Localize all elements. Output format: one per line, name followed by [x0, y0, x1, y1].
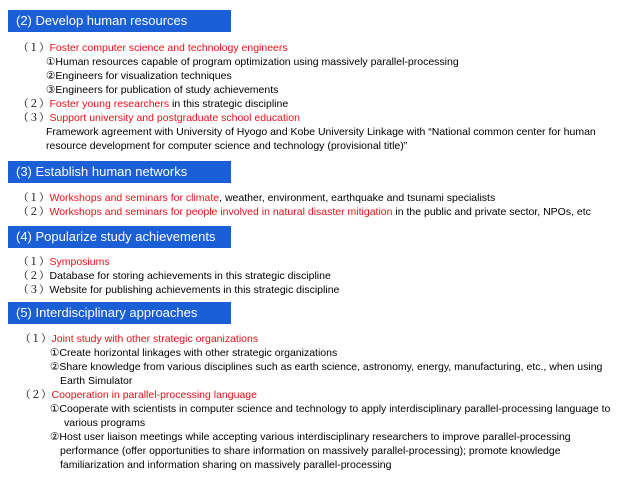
list-item	[20, 333, 258, 346]
section-heading-interdisciplinary-approaches: (5) Interdisciplinary approaches	[8, 302, 231, 324]
list-item	[18, 42, 288, 55]
item-number: （１）	[18, 42, 50, 54]
highlight-text: Workshops and seminars for people involved in natural disaster mitigation	[49, 206, 393, 218]
list-item	[18, 270, 331, 283]
list-item	[18, 284, 339, 297]
item-text: in this strategic discipline	[169, 98, 289, 110]
list-item	[18, 206, 591, 219]
item-text: , weather, environment, earthquake and tsunami specialists	[219, 192, 496, 204]
highlight-text: Symposiums	[49, 256, 110, 268]
list-item	[50, 431, 571, 444]
item-number: （３）	[18, 112, 50, 124]
item-number: ①	[50, 403, 60, 415]
item-number: （３）	[18, 284, 50, 296]
highlight-text: Foster young researchers	[49, 98, 170, 110]
item-number: （２）	[18, 206, 50, 218]
section-heading-develop-human-resources: (2) Develop human resources	[8, 10, 231, 32]
item-text: Framework agreement with University of Hyogo and Kobe University Linkage with “National common center for human	[46, 126, 596, 138]
list-item	[18, 98, 288, 111]
item-number: （１）	[18, 256, 50, 268]
item-text: various programs	[64, 417, 146, 429]
item-number: ②	[50, 431, 60, 443]
list-item	[18, 256, 110, 269]
list-item	[18, 192, 495, 205]
highlight-text: Workshops and seminars for climate	[49, 192, 220, 204]
item-text: in the public and private sector, NPOs, etc	[392, 206, 591, 218]
list-item	[18, 112, 300, 125]
list-item	[46, 70, 232, 83]
item-number: ①	[46, 56, 56, 68]
item-number: （１）	[20, 333, 52, 345]
highlight-text: Cooperation in parallel-processing language	[51, 389, 257, 401]
item-number: ②	[50, 361, 60, 373]
item-text: Share knowledge from various disciplines such as earth science, astronomy, energy, manufacturing, etc., when using	[59, 361, 603, 373]
item-text: Website for publishing achievements in this strategic discipline	[49, 284, 340, 296]
list-item	[50, 403, 610, 416]
item-text: Host user liaison meetings while accepting various interdisciplinary researchers to improve parallel-processing	[59, 431, 571, 443]
item-number: （２）	[18, 270, 50, 282]
item-text: Engineers for visualization techniques	[55, 70, 232, 82]
list-item	[50, 347, 337, 360]
item-text: Database for storing achievements in this strategic discipline	[49, 270, 331, 282]
item-number: ②	[46, 70, 56, 82]
list-item	[20, 389, 257, 402]
item-number: （２）	[20, 389, 52, 401]
item-text: resource development for computer science and technology (provisional title)”	[46, 140, 408, 152]
section-heading-establish-human-networks: (3) Establish human networks	[8, 161, 231, 183]
item-text: Engineers for publication of study achievements	[55, 84, 279, 96]
highlight-text: Support university and postgraduate school education	[49, 112, 300, 124]
highlight-text: Joint study with other strategic organizations	[51, 333, 259, 345]
item-text: performance (offer opportunities to share information on massively parallel-processing); promote knowledge	[60, 445, 561, 457]
list-item	[46, 56, 459, 69]
item-number: （２）	[18, 98, 50, 110]
list-item	[50, 361, 602, 374]
item-text: Create horizontal linkages with other strategic organizations	[59, 347, 338, 359]
item-text: familiarization and information sharing on massively parallel-processing	[60, 459, 392, 471]
item-text: Earth Simulator	[60, 375, 133, 387]
item-number: ①	[50, 347, 60, 359]
item-number: （１）	[18, 192, 50, 204]
item-text: Human resources capable of program optimization using massively parallel-processing	[55, 56, 459, 68]
highlight-text: Foster computer science and technology engineers	[49, 42, 288, 54]
list-item	[46, 84, 278, 97]
item-text: Cooperate with scientists in computer science and technology to apply interdisciplinary parallel-processing language to	[59, 403, 611, 415]
item-number: ③	[46, 84, 56, 96]
section-heading-popularize-study-achievements: (4) Popularize study achievements	[8, 226, 231, 248]
